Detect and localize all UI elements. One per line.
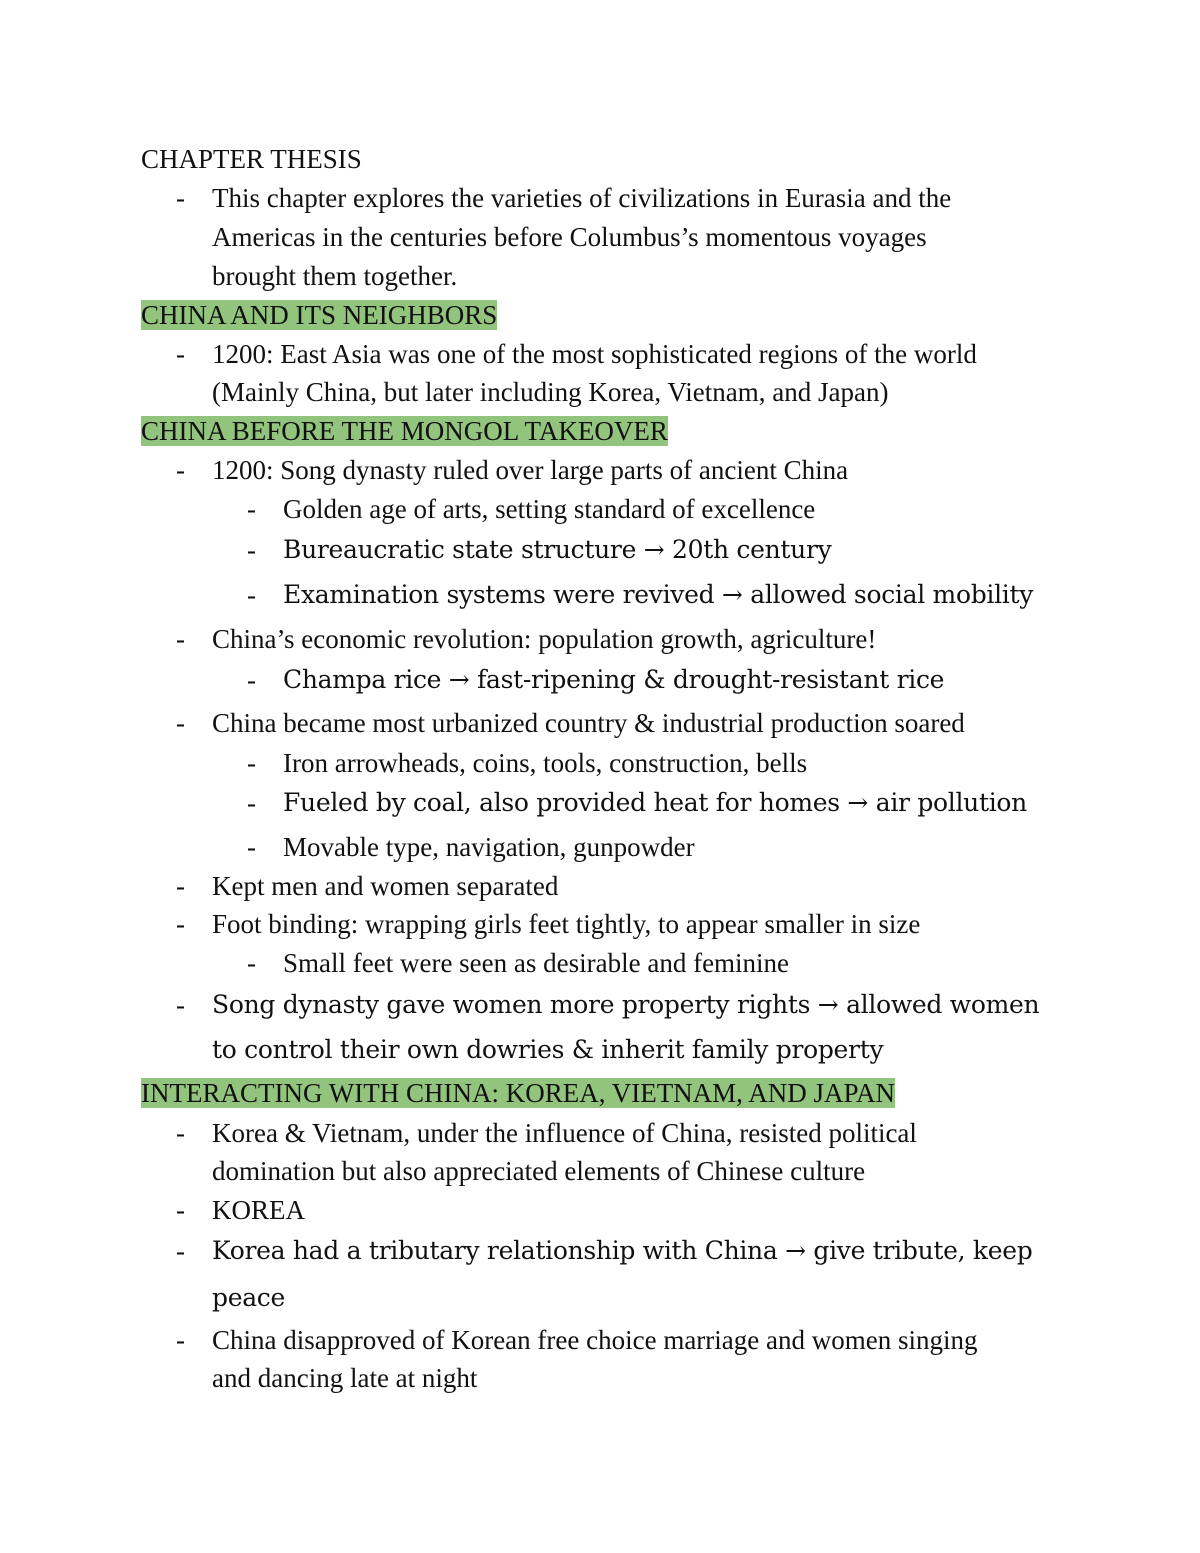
- bullet-continuation: and dancing late at night: [212, 1363, 478, 1393]
- bullet-text: Korea & Vietnam, under the influence of China, resisted political: [212, 1118, 917, 1148]
- section-heading: [141, 412, 668, 450]
- bullet-dash: -: [176, 1118, 185, 1148]
- bullet-text: Korea had a tributary relationship with China → give tribute, keep: [212, 1236, 1033, 1265]
- bullet-text: This chapter explores the varieties of civilizations in Eurasia and the: [212, 183, 952, 213]
- sub-bullet-dash: -: [247, 748, 256, 778]
- sub-bullet-dash: -: [247, 535, 256, 565]
- bullet-continuation: (Mainly China, but later including Korea, Vietnam, and Japan): [212, 377, 889, 407]
- bullet-continuation: domination but also appreciated elements of Chinese culture: [212, 1156, 866, 1186]
- bullet-dash: -: [176, 871, 185, 901]
- sub-bullet-text: Small feet were seen as desirable and feminine: [283, 948, 790, 978]
- bullet-dash: -: [176, 183, 185, 213]
- sub-bullet-dash: -: [247, 832, 256, 862]
- chapter-thesis-heading: CHAPTER THESIS: [141, 144, 362, 174]
- sub-bullet-text: Golden age of arts, setting standard of excellence: [283, 494, 816, 524]
- sub-bullet-dash: -: [247, 494, 256, 524]
- section-heading: [141, 1074, 895, 1112]
- sub-bullet-text: Movable type, navigation, gunpowder: [283, 832, 695, 862]
- sub-bullet-dash: -: [247, 788, 256, 818]
- bullet-text: China’s economic revolution: population growth, agriculture!: [212, 624, 877, 654]
- bullet-dash: -: [176, 990, 185, 1020]
- sub-bullet-text: Fueled by coal, also provided heat for homes → air pollution: [283, 788, 1027, 817]
- bullet-dash: -: [176, 339, 185, 369]
- bullet-text: 1200: Song dynasty ruled over large parts of ancient China: [212, 455, 849, 485]
- sub-bullet-dash: -: [247, 665, 256, 695]
- bullet-dash: -: [176, 909, 185, 939]
- sub-bullet-dash: -: [247, 948, 256, 978]
- bullet-text: Foot binding: wrapping girls feet tightly, to appear smaller in size: [212, 909, 921, 939]
- bullet-text: KOREA: [212, 1195, 305, 1225]
- bullet-continuation: peace: [212, 1283, 285, 1312]
- sub-bullet-dash: -: [247, 580, 256, 610]
- bullet-dash: -: [176, 1325, 185, 1355]
- bullet-dash: -: [176, 708, 185, 738]
- bullet-continuation: to control their own dowries & inherit family property: [212, 1035, 884, 1064]
- sub-bullet-text: Bureaucratic state structure → 20th century: [283, 535, 832, 564]
- section-heading-highlight: CHINA AND ITS NEIGHBORS: [141, 300, 498, 330]
- bullet-text: China became most urbanized country & industrial production soared: [212, 708, 965, 738]
- bullet-dash: -: [176, 1236, 185, 1266]
- bullet-continuation: Americas in the centuries before Columbus’s momentous voyages: [212, 222, 927, 252]
- section-heading-highlight: CHINA BEFORE THE MONGOL TAKEOVER: [141, 416, 668, 446]
- bullet-dash: -: [176, 1195, 185, 1225]
- bullet-dash: -: [176, 624, 185, 654]
- bullet-text: Song dynasty gave women more property rights → allowed women: [212, 990, 1040, 1019]
- section-heading: [141, 296, 497, 334]
- sub-bullet-text: Iron arrowheads, coins, tools, construction, bells: [283, 748, 808, 778]
- bullet-dash: -: [176, 455, 185, 485]
- bullet-text: Kept men and women separated: [212, 871, 559, 901]
- bullet-text: 1200: East Asia was one of the most sophisticated regions of the world: [212, 339, 977, 369]
- bullet-text: China disapproved of Korean free choice marriage and women singing: [212, 1325, 978, 1355]
- section-heading-highlight: INTERACTING WITH CHINA: KOREA, VIETNAM, AND JAPAN: [141, 1078, 895, 1108]
- sub-bullet-text: Champa rice → fast-ripening & drought-resistant rice: [283, 665, 945, 694]
- sub-bullet-text: Examination systems were revived → allowed social mobility: [283, 580, 1034, 609]
- bullet-continuation: brought them together.: [212, 261, 458, 291]
